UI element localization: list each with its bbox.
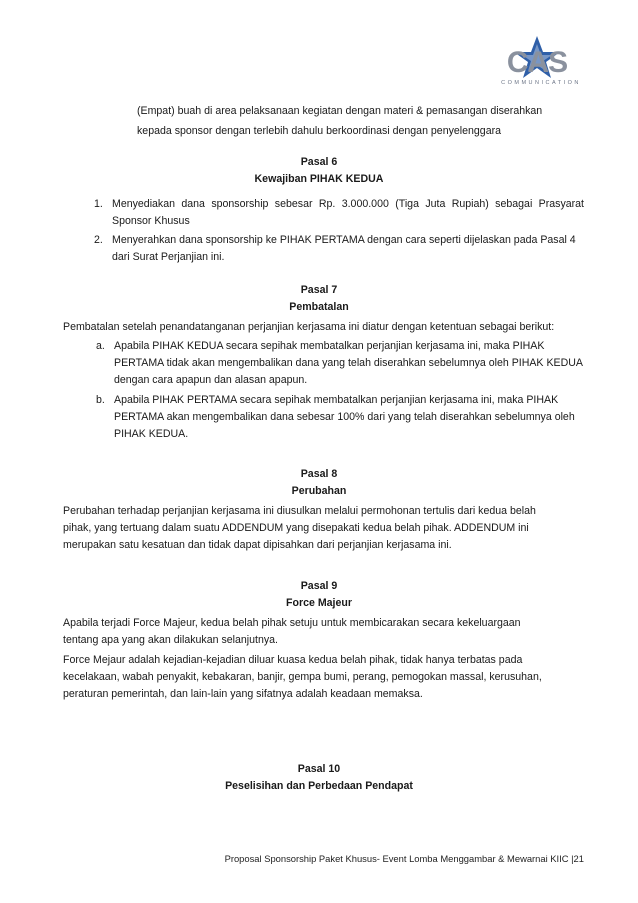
- pasal10-title: Pasal 10: [297, 763, 341, 775]
- pasal7-item-a-line1: Apabila PIHAK KEDUA secara sepihak membatalkan perjanjian kerjasama ini, maka PIHAK: [114, 340, 545, 352]
- pasal9-title: Pasal 9: [300, 580, 338, 592]
- pasal7-item-b-marker: b.: [96, 394, 105, 406]
- pasal8-line2: pihak, yang tertuang dalam suatu ADDENDUM yang disepakati kedua belah pihak. ADDENDUM ini: [63, 522, 529, 534]
- pasal9-subtitle: Force Majeur: [286, 597, 352, 609]
- pasal6-item1-line1: Menyediakan dana sponsorship sebesar Rp. 3.000.000 (Tiga Juta Rupiah) sebagai Prasyarat: [112, 198, 584, 210]
- intro-line-1: (Empat) buah di area pelaksanaan kegiatan dengan materi & pemasangan diserahkan: [137, 105, 543, 117]
- pasal7-intro: Pembatalan setelah penandatanganan perjanjian kerjasama ini diatur dengan ketentuan sebagai berikut:: [63, 321, 555, 333]
- pasal8-subtitle: Perubahan: [291, 485, 347, 497]
- pasal8-line1: Perubahan terhadap perjanjian kerjasama ini diusulkan melalui permohonan tertulis dari kedua belah: [63, 505, 536, 517]
- pasal6-title: Pasal 6: [300, 156, 338, 168]
- pasal7-title: Pasal 7: [300, 284, 338, 296]
- page-footer: Proposal Sponsorship Paket Khusus- Event Lomba Menggambar & Mewarnai KIIC |21: [224, 853, 584, 864]
- pasal7-item-a-marker: a.: [96, 340, 105, 352]
- pasal7-subtitle: Pembatalan: [289, 301, 349, 313]
- pasal7-item-b-line3: PIHAK KEDUA.: [114, 428, 189, 440]
- intro-line-2: kepada sponsor dengan terlebih dahulu berkoordinasi dengan penyelenggara: [137, 125, 501, 137]
- pasal6-item1-line2: Sponsor Khusus: [112, 215, 190, 227]
- pasal6-item2-line2: dari Surat Perjanjian ini.: [112, 251, 225, 263]
- pasal10-subtitle: Peselisihan dan Perbedaan Pendapat: [225, 780, 413, 792]
- pasal7-item-b-line2: PERTAMA akan mengembalikan dana sebesar 100% dari yang telah diserahkan sebelumnya oleh: [114, 411, 575, 423]
- logo-subtitle: COMMUNICATION: [501, 80, 581, 86]
- pasal6-item2-line1: Menyerahkan dana sponsorship ke PIHAK PERTAMA dengan cara seperti dijelaskan pada Pasal 4: [112, 234, 576, 246]
- logo-text: CAS: [506, 46, 568, 79]
- pasal7-item-a-line2: PERTAMA tidak akan mengembalikan dana yang telah diserahkan sebelumnya oleh PIHAK KEDUA: [114, 357, 583, 369]
- pasal9-para1-line2: tentang apa yang akan dilakukan selanjutnya.: [63, 634, 278, 646]
- pasal9-para2-line1: Force Mejaur adalah kejadian-kejadian diluar kuasa kedua belah pihak, tidak hanya terbatas pada: [63, 654, 523, 666]
- pasal6-item1-marker: 1.: [94, 198, 103, 210]
- pasal9-para2-line3: peraturan pemerintah, dan lain-lain yang sifatnya adalah keadaan memaksa.: [63, 688, 423, 700]
- pasal6-subtitle: Kewajiban PIHAK KEDUA: [254, 173, 384, 185]
- pasal6-item2-marker: 2.: [94, 234, 103, 246]
- pasal9-para2-line2: kecelakaan, wabah penyakit, kebakaran, banjir, gempa bumi, perang, pemogokan massal, kerusuhan,: [63, 671, 542, 683]
- pasal7-item-b-line1: Apabila PIHAK PERTAMA secara sepihak membatalkan perjanjian kerjasama ini, maka PIHAK: [114, 394, 559, 406]
- pasal8-title: Pasal 8: [300, 468, 338, 480]
- pasal9-para1-line1: Apabila terjadi Force Majeur, kedua belah pihak setuju untuk membicarakan secara kekeluargaan: [63, 617, 521, 629]
- pasal8-line3: merupakan satu kesatuan dan tidak dapat dipisahkan dari perjanjian kerjasama ini.: [63, 539, 452, 551]
- pasal7-item-a-line3: dengan cara apapun dan alasan apapun.: [114, 374, 308, 386]
